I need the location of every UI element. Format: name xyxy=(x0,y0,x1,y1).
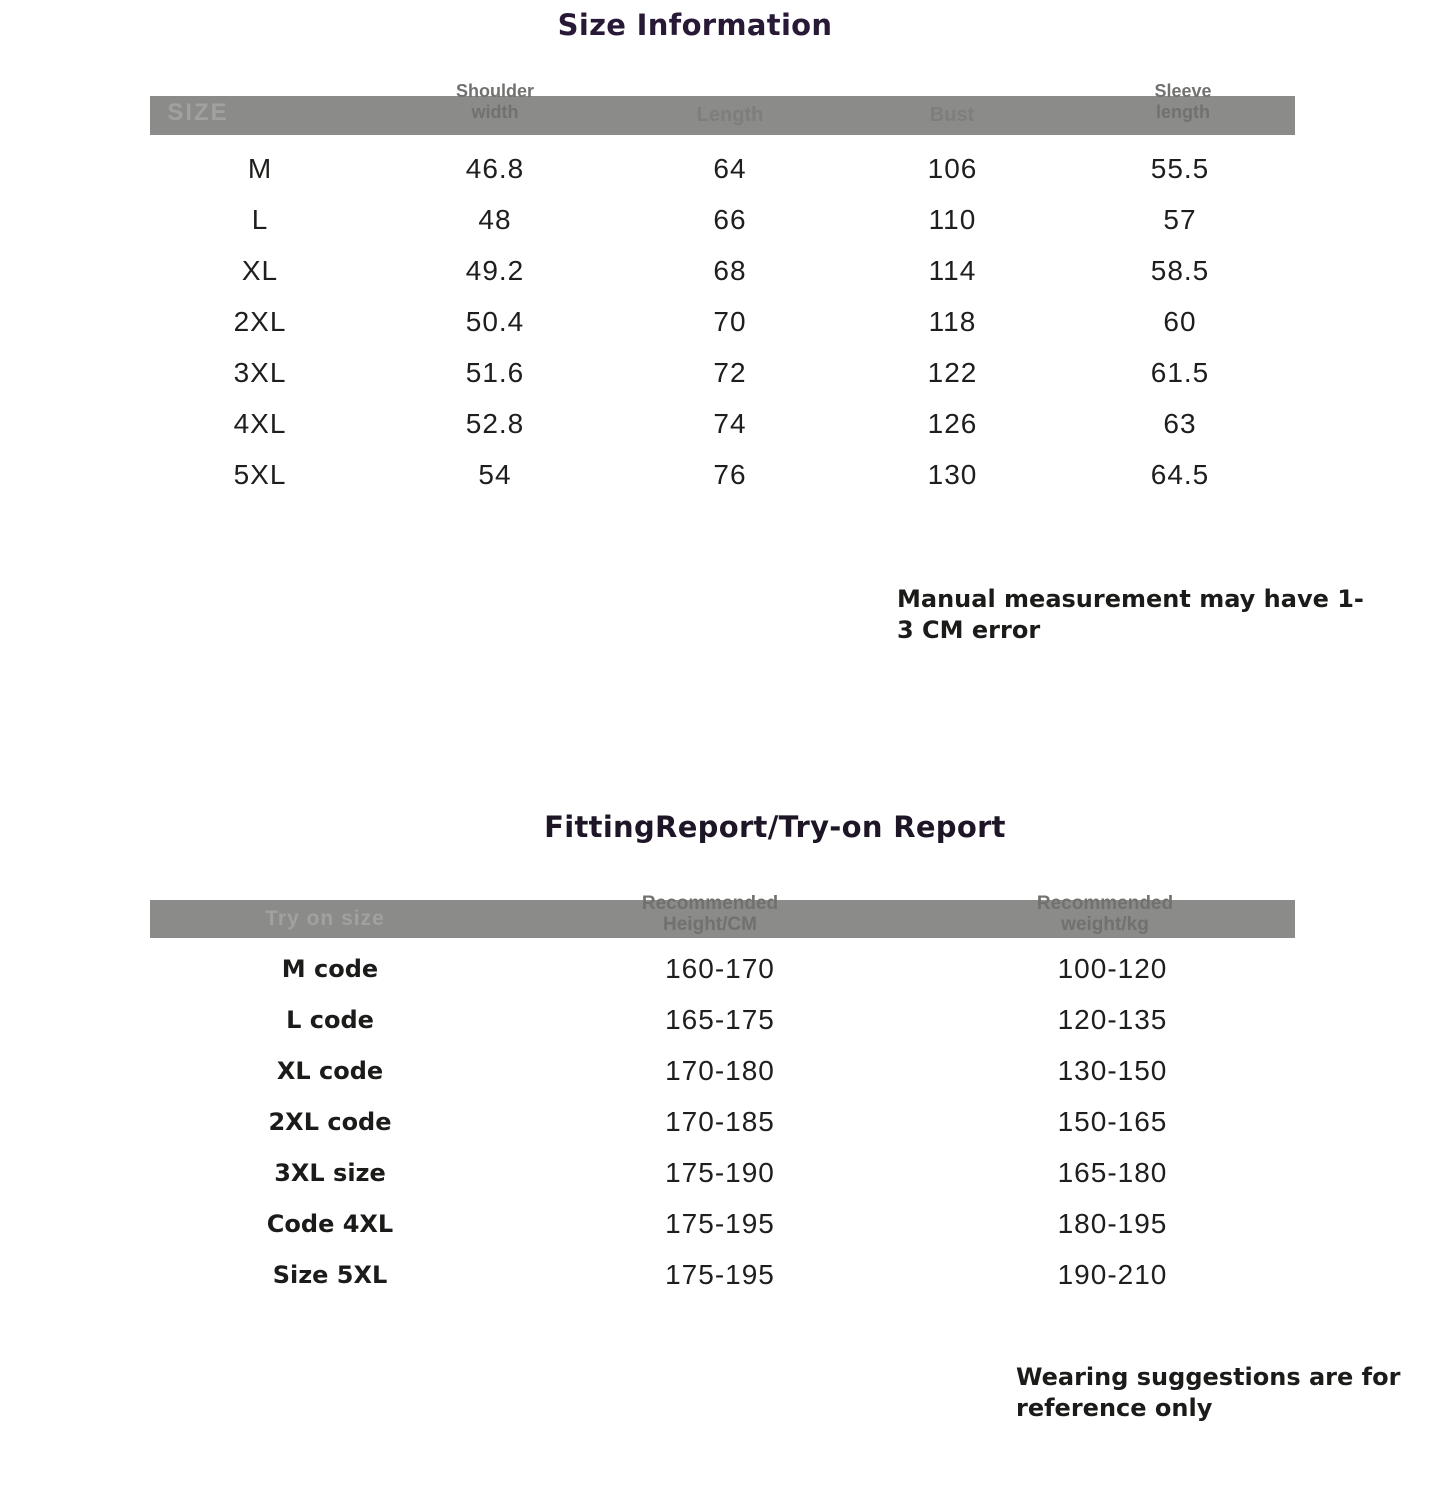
height-cell: 160-170 xyxy=(665,952,775,984)
table-row xyxy=(150,1147,1295,1198)
table-row xyxy=(150,398,1295,449)
header-line: Recommended xyxy=(641,893,779,914)
try-on-size-cell: L code xyxy=(286,1005,374,1034)
size-cell: XL xyxy=(241,254,279,286)
fitting-report-title: FittingReport/Try-on Report xyxy=(544,810,1006,844)
size-table-header-shoulder-width xyxy=(456,81,534,123)
height-cell: 165-175 xyxy=(665,1003,775,1035)
sleeve-cell: 58.5 xyxy=(1150,254,1210,286)
try-on-size-cell: Size 5XL xyxy=(272,1260,388,1289)
size-cell: 4XL xyxy=(233,407,287,439)
fitting-table-header-recommended-weight xyxy=(1037,893,1173,935)
try-on-size-cell: Code 4XL xyxy=(266,1209,394,1238)
shoulder-cell: 49.2 xyxy=(465,254,525,286)
sleeve-cell: 57 xyxy=(1163,203,1197,235)
table-row xyxy=(150,245,1295,296)
size-cell: 3XL xyxy=(233,356,287,388)
weight-cell: 130-150 xyxy=(1057,1054,1168,1086)
length-cell: 68 xyxy=(713,254,747,286)
table-row xyxy=(150,1249,1295,1300)
height-cell: 175-190 xyxy=(665,1156,775,1188)
length-cell: 66 xyxy=(713,203,747,235)
shoulder-cell: 50.4 xyxy=(465,305,525,337)
bust-cell: 114 xyxy=(928,254,977,286)
wearing-suggestion-note: Wearing suggestions are for reference only xyxy=(1016,1363,1401,1422)
header-line: Sleeve xyxy=(1154,81,1212,101)
height-cell: 175-195 xyxy=(665,1258,775,1290)
table-row xyxy=(150,347,1295,398)
shoulder-cell: 54 xyxy=(478,458,512,490)
length-cell: 76 xyxy=(713,458,747,490)
size-table-header-sleeve-length xyxy=(1154,81,1211,123)
sleeve-cell: 55.5 xyxy=(1150,152,1210,184)
sleeve-cell: 60 xyxy=(1163,305,1197,337)
size-information-title: Size Information xyxy=(557,8,833,42)
size-cell: 5XL xyxy=(233,458,287,490)
bust-cell: 122 xyxy=(927,356,978,388)
size-table-body xyxy=(150,143,1295,500)
header-line: weight/kg xyxy=(1061,914,1149,935)
length-cell: 74 xyxy=(713,407,747,439)
bust-cell: 106 xyxy=(927,152,978,184)
shoulder-cell: 51.6 xyxy=(465,356,525,388)
weight-cell: 165-180 xyxy=(1057,1156,1168,1188)
try-on-size-cell: 2XL code xyxy=(268,1107,392,1136)
header-line: length xyxy=(1156,102,1210,122)
size-table-header-size: SIZE xyxy=(167,99,229,126)
try-on-size-cell: XL code xyxy=(276,1056,384,1085)
table-row xyxy=(150,449,1295,500)
weight-cell: 120-135 xyxy=(1057,1003,1168,1035)
table-row xyxy=(150,994,1295,1045)
weight-cell: 180-195 xyxy=(1057,1207,1168,1239)
sleeve-cell: 64.5 xyxy=(1150,458,1210,490)
sleeve-cell: 63 xyxy=(1163,407,1197,439)
header-line: width xyxy=(471,102,519,122)
header-line: Height/CM xyxy=(663,914,757,935)
size-cell: 2XL xyxy=(233,305,287,337)
height-cell: 170-180 xyxy=(665,1054,775,1086)
bust-cell: 126 xyxy=(927,407,978,439)
table-row xyxy=(150,1198,1295,1249)
table-row xyxy=(150,943,1295,994)
weight-cell: 190-210 xyxy=(1057,1258,1168,1290)
table-row xyxy=(150,1045,1295,1096)
size-cell: M xyxy=(247,152,273,184)
length-cell: 70 xyxy=(713,305,747,337)
header-line: Shoulder xyxy=(455,81,535,101)
length-cell: 64 xyxy=(713,152,747,184)
size-table-header-bust: Bust xyxy=(929,104,975,126)
size-cell: L xyxy=(251,203,269,235)
height-cell: 170-185 xyxy=(665,1105,775,1137)
bust-cell: 118 xyxy=(928,305,977,337)
shoulder-cell: 52.8 xyxy=(465,407,525,439)
shoulder-cell: 46.8 xyxy=(465,152,525,184)
measurement-error-note: Manual measurement may have 1-3 CM error xyxy=(897,585,1364,644)
table-row xyxy=(150,1096,1295,1147)
fitting-table-header-try-on-size: Try on size xyxy=(265,907,385,930)
length-cell: 72 xyxy=(713,356,747,388)
size-table-header-length: Length xyxy=(696,104,764,126)
table-row xyxy=(150,194,1295,245)
shoulder-cell: 48 xyxy=(478,203,512,235)
try-on-size-cell: 3XL size xyxy=(274,1158,386,1187)
sleeve-cell: 61.5 xyxy=(1150,356,1210,388)
fitting-table-body xyxy=(150,943,1295,1300)
try-on-size-cell: M code xyxy=(281,954,379,983)
bust-cell: 110 xyxy=(928,203,977,235)
fitting-table-header-recommended-height xyxy=(642,893,778,935)
weight-cell: 150-165 xyxy=(1057,1105,1168,1137)
weight-cell: 100-120 xyxy=(1057,952,1168,984)
height-cell: 175-195 xyxy=(665,1207,775,1239)
table-row xyxy=(150,143,1295,194)
table-row xyxy=(150,296,1295,347)
header-line: Recommended xyxy=(1036,893,1174,914)
bust-cell: 130 xyxy=(927,458,978,490)
